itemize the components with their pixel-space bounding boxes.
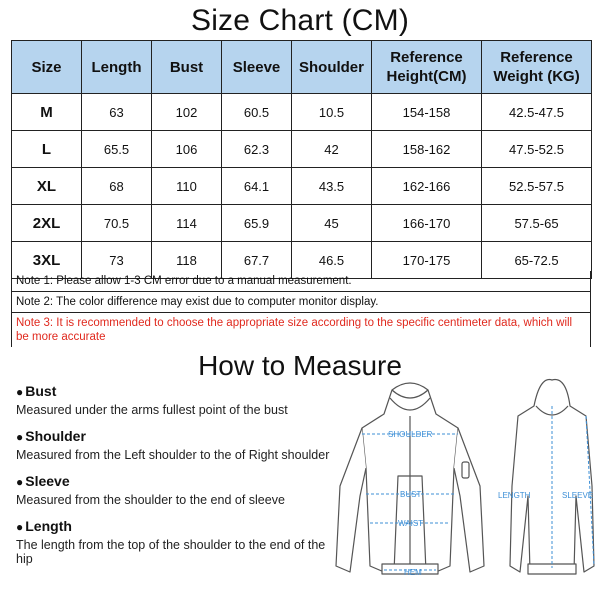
cell-sleeve: 67.7: [222, 242, 292, 279]
label-length: LENGTH: [498, 491, 531, 500]
size-chart-title: Size Chart (CM): [190, 4, 410, 37]
measure-name: Sleeve: [25, 473, 70, 489]
table-row: [12, 131, 592, 168]
bullet-icon: ●: [16, 520, 24, 534]
note-1: Note 1: Please allow 1-3 CM error due to a manual measurement.: [12, 271, 590, 292]
cell-length: 65.5: [82, 131, 152, 168]
measure-item-shoulder: [16, 428, 336, 462]
cell-length: 68: [82, 168, 152, 205]
cell-length: 73: [82, 242, 152, 279]
cell-length: 63: [82, 94, 152, 131]
cell-shoulder: 46.5: [292, 242, 372, 279]
cell-length: 70.5: [82, 205, 152, 242]
table-row: [12, 94, 592, 131]
cell-bust: 106: [152, 131, 222, 168]
measure-name: Length: [25, 518, 72, 534]
bullet-icon: ●: [16, 430, 24, 444]
measure-instructions: [16, 383, 336, 577]
measure-name: Shoulder: [25, 428, 86, 444]
cell-shoulder: 42: [292, 131, 372, 168]
front-jacket-illustration: [336, 383, 484, 574]
bullet-icon: ●: [16, 385, 24, 399]
cell-shoulder: 43.5: [292, 168, 372, 205]
notes-box: [11, 271, 591, 347]
cell-sleeve: 62.3: [222, 131, 292, 168]
label-waist: WAIST: [398, 519, 424, 528]
cell-sleeve: 64.1: [222, 168, 292, 205]
cell-size: 3XL: [12, 242, 82, 279]
how-to-measure-title: How to Measure: [198, 350, 402, 381]
label-shoulder: SHOULDER: [388, 430, 433, 439]
cell-height: 154-158: [372, 94, 482, 131]
note-3: Note 3: It is recommended to choose the appropriate size according to the specific centimeter data, which will be more accurate: [16, 317, 573, 343]
cell-size: XL: [12, 168, 82, 205]
cell-weight: 57.5-65: [482, 205, 592, 242]
cell-weight: 42.5-47.5: [482, 94, 592, 131]
cell-sleeve: 65.9: [222, 205, 292, 242]
cell-weight: 52.5-57.5: [482, 168, 592, 205]
label-sleeve: SLEEVE: [562, 491, 594, 500]
cell-height: 162-166: [372, 168, 482, 205]
header-size: Size: [12, 41, 82, 94]
size-chart-table: [11, 40, 592, 279]
measure-item-sleeve: [16, 473, 336, 507]
label-hem: HEM: [404, 568, 422, 577]
header-shoulder: Shoulder: [292, 41, 372, 94]
cell-size: M: [12, 94, 82, 131]
jacket-measure-diagram: [322, 376, 600, 598]
bullet-icon: ●: [16, 475, 24, 489]
measure-item-length: [16, 518, 336, 566]
cell-size: L: [12, 131, 82, 168]
cell-height: 158-162: [372, 131, 482, 168]
measure-item-bust: [16, 383, 336, 417]
header-reference-height: Reference Height(CM): [372, 41, 482, 94]
cell-sleeve: 60.5: [222, 94, 292, 131]
measure-desc: Measured from the shoulder to the end of sleeve: [16, 493, 285, 507]
header-length: Length: [82, 41, 152, 94]
measure-name: Bust: [25, 383, 57, 399]
cell-weight: 47.5-52.5: [482, 131, 592, 168]
cell-shoulder: 10.5: [292, 94, 372, 131]
table-row: [12, 205, 592, 242]
cell-size: 2XL: [12, 205, 82, 242]
jacket-diagram-svg: [322, 376, 600, 598]
measure-desc: Measured under the arms fullest point of the bust: [16, 403, 288, 417]
table-header-row: [12, 41, 592, 94]
cell-height: 166-170: [372, 205, 482, 242]
header-reference-weight: Reference Weight (KG): [482, 41, 592, 94]
cell-height: 170-175: [372, 242, 482, 279]
header-bust: Bust: [152, 41, 222, 94]
cell-shoulder: 45: [292, 205, 372, 242]
cell-bust: 114: [152, 205, 222, 242]
note-2: Note 2: The color difference may exist due to computer monitor display.: [12, 292, 590, 313]
cell-bust: 118: [152, 242, 222, 279]
measure-desc: Measured from the Left shoulder to the of Right shoulder: [16, 448, 330, 462]
cell-bust: 102: [152, 94, 222, 131]
label-bust: BUST: [400, 490, 422, 499]
table-row: [12, 168, 592, 205]
cell-bust: 110: [152, 168, 222, 205]
cell-weight: 65-72.5: [482, 242, 592, 279]
header-sleeve: Sleeve: [222, 41, 292, 94]
measure-desc: The length from the top of the shoulder to the end of the hip: [16, 538, 326, 566]
